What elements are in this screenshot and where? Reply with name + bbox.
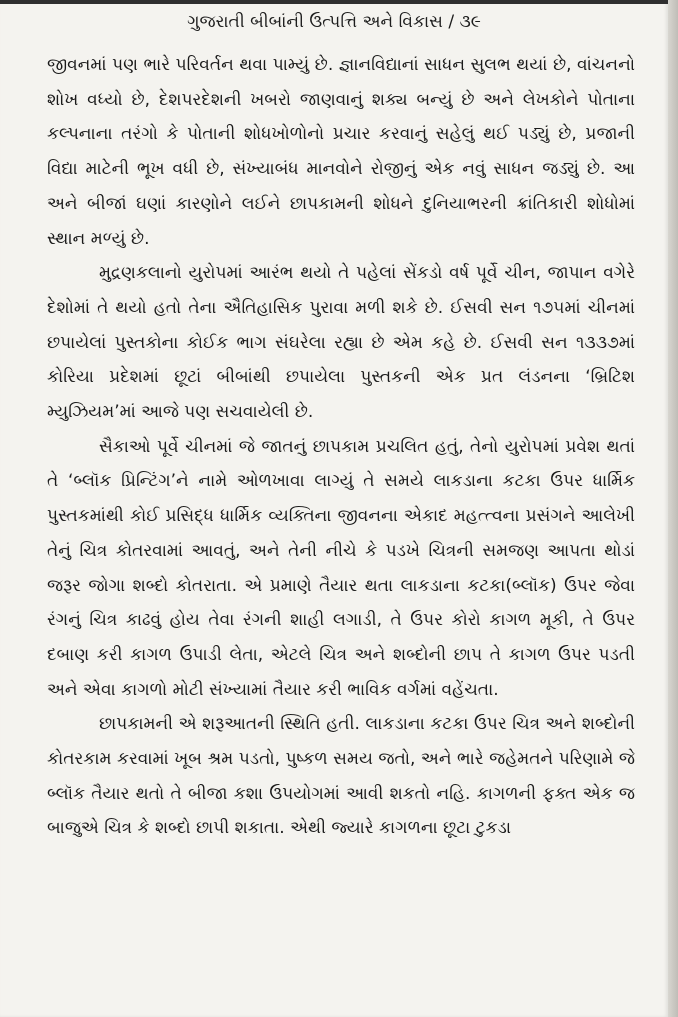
page-top-shadow [0, 0, 668, 4]
paragraph-continuation: જીવનમાં પણ ભારે પરિવર્તન થવા પામ્યું છે. જ્ઞાનવિદ્યાનાં સાધન સુલભ થયાં છે, વાંચનનો શોખ વધ્યો છે, દેશપરદેશની ખબરો જાણવાનું શક્ય બન્યું છે અને લેખકોને પોતાના કલ્પનાના તરંગો કે પોતાની શોધખોળોનો પ્રચાર કરવાનું સહેલું થઈ પડ્યું છે, પ્રજાની વિદ્યા માટેની ભૂખ વધી છે, સંખ્યાબંધ માનવોને રોજીનું એક નવું સાધન જડ્યું છે. આ અને બીજાં ઘણાં કારણોને લઈને છાપકામની શોધને દુનિયાભરની ક્રાંતિકારી શોધોમાં સ્થાન મળ્યું છે. [47, 55, 635, 249]
page-edge [668, 0, 678, 1017]
page-body [47, 48, 635, 846]
paragraph-block-printing: સૈકાઓ પૂર્વે ચીનમાં જે જાતનું છાપકામ પ્રચલિત હતું, તેનો યુરોપમાં પ્રવેશ થતાં તે ‘બ્લૉક પ્રિન્ટિંગ’ને નામે ઓળખાવા લાગ્યું તે સમયે લાકડાના કટકા ઉપર ધાર્મિક પુસ્તકમાંથી કોઈ પ્રસિદ્ધ ધાર્મિક વ્યક્તિના જીવનના એકાદ મહત્ત્વના પ્રસંગને આલેખી તેનું ચિત્ર કોતરવામાં આવતું, અને તેની નીચે કે પડખે ચિત્રની સમજણ આપતા થોડાં જરૂર જોગા શબ્દો કોતરાતા. એ પ્રમાણે તૈયાર થતા લાકડાના કટકા(બ્લૉક) ઉપર જેવા રંગનું ચિત્ર કાઢવું હોય તેવા રંગની શાહી લગાડી, તે ઉપર કોરો કાગળ મૂકી, તે ઉપર દબાણ કરી કાગળ ઉપાડી લેતા, એટલે ચિત્ર અને શબ્દોની છાપ તે કાગળ ઉપર પડતી અને એવા કાગળો મોટી સંખ્યામાં તૈયાર કરી ભાવિક વર્ગમાં વહેંચતા. [47, 436, 635, 700]
running-header: ગુજરાતી બીબાંની ઉત્પત્તિ અને વિકાસ / ૩૯ [187, 12, 481, 32]
paragraph-early-printing-state: છાપકામની એ શરૂઆતની સ્થિતિ હતી. લાકડાના કટકા ઉપર ચિત્ર અને શબ્દોની કોતરકામ કરવામાં ખૂબ શ્રમ પડતો, પુષ્કળ સમય જતો, અને ભારે જહેમતને પરિણામે જે બ્લૉક તૈયાર થતો તે બીજા કશા ઉપયોગમાં આવી શકતો નહિ. કાગળની ફક્ત એક જ બાજુએ ચિત્ર કે શબ્દો છાપી શકાતા. એથી જ્યારે કાગળના છૂટા ટુકડા [47, 714, 635, 839]
paragraph-printing-origins: મુદ્રણકલાનો યુરોપમાં આરંભ થયો તે પહેલાં સેંકડો વર્ષ પૂર્વે ચીન, જાપાન વગેરે દેશોમાં તે થયો હતો તેના ઐતિહાસિક પુરાવા મળી શકે છે. ઈસવી સન ૧૭૫માં ચીનમાં છપાયેલાં પુસ્તકોના કોઈક ભાગ સંઘરેલા રહ્યા છે એમ કહે છે. ઈસવી સન ૧૩૩૭માં કોરિયા પ્રદેશમાં છૂટાં બીબાંથી છપાયેલા પુસ્તકની એક પ્રત લંડનના ‘બ્રિટિશ મ્યુઝિયમ’માં આજે પણ સચવાયેલી છે. [47, 263, 635, 423]
